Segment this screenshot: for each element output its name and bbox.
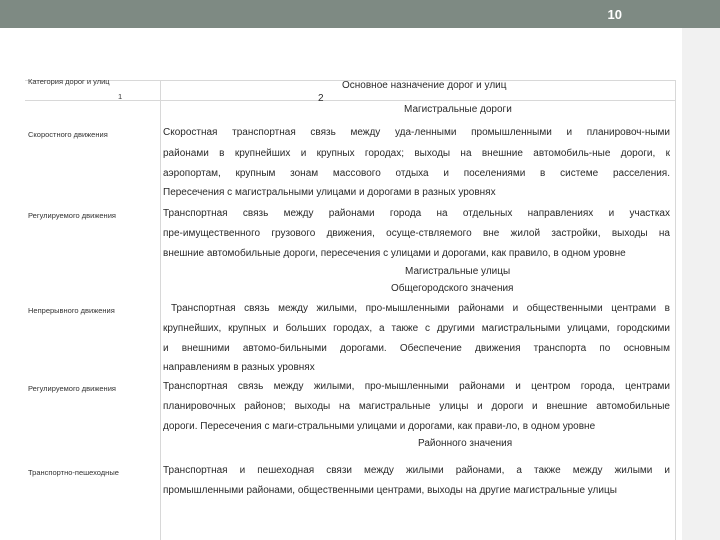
table-rule [25, 100, 675, 101]
row-description-line: Транспортная связь между жилыми, про-мышленными районами и центром города, центрами [163, 381, 670, 392]
table-right-border [675, 80, 676, 540]
row-category: Скоростного движения [28, 130, 108, 139]
row-description-line: аэропортам, крупным зонам массового отдыха и поселениями в системе расселения. [163, 168, 670, 179]
row-category: Регулируемого движения [28, 384, 116, 393]
section-title-district: Районного значения [418, 438, 513, 449]
top-bar [0, 0, 720, 28]
row-category: Непрерывного движения [28, 306, 115, 315]
row-description-line: и внешними автомо-бильными дорогами. Обеспечение движения транспорта по основным [163, 343, 670, 354]
row-description-line: Транспортная связь между жилыми, про-мышленными районами и общественными центрами в [171, 303, 670, 314]
row-description-line: пре-имущественного грузового движения, осуще-ствляемого вне жилой застройки, выходы на [163, 228, 670, 239]
row-description-line: районами в крупнейших и крупных городах; выходы на внешние автомобиль-ные дороги, к [163, 148, 670, 159]
row-description-line: Пересечения с магистральными улицами и дорогами в разных уровнях [163, 187, 496, 198]
row-category: Транспортно-пешеходные [28, 468, 119, 477]
row-category: Регулируемого движения [28, 211, 116, 220]
column-header-category: Категория дорог и улиц [28, 77, 110, 86]
row-description-line: дороги. Пересечения с маги-стральными улицами и дорогами, как прави-ло, в одном уровне [163, 421, 596, 432]
column-number-2: 2 [318, 93, 324, 104]
page-number: 10 [607, 7, 622, 22]
row-description-line: направлениям в разных уровнях [163, 362, 315, 373]
row-description-line: планировочных районов; выходы на магистральные улицы и дороги и внешние автомобильные [163, 401, 670, 412]
column-number-1: 1 [118, 92, 123, 101]
row-description-line: внешние автомобильные дороги, пересечения с улицами и дорогами, как правило, в одном уровне [163, 248, 626, 259]
table-column-divider [160, 80, 161, 540]
column-header-purpose: Основное назначение дорог и улиц [342, 80, 507, 91]
section-title-magistral-streets: Магистральные улицы [405, 266, 511, 277]
section-subtitle-citywide: Общегородского значения [391, 283, 514, 294]
row-description-line: Транспортная и пешеходная связи между жилыми районами, а также между жилыми и [163, 465, 670, 476]
row-description-line: крупнейших, крупных и больших городах, а также с другими магистральными улицами, городскими [163, 323, 670, 334]
row-description-line: Транспортная связь между районами города на отдельных направлениях и участках [163, 208, 670, 219]
row-description-line: Скоростная транспортная связь между уда-ленными промышленными и планировоч-ными [163, 127, 670, 138]
right-margin-strip [682, 28, 720, 540]
row-description-line: промышленными районами, общественными центрами, выходы на другие магистральные улицы [163, 485, 617, 496]
section-title-magistral-roads: Магистральные дороги [404, 104, 512, 115]
